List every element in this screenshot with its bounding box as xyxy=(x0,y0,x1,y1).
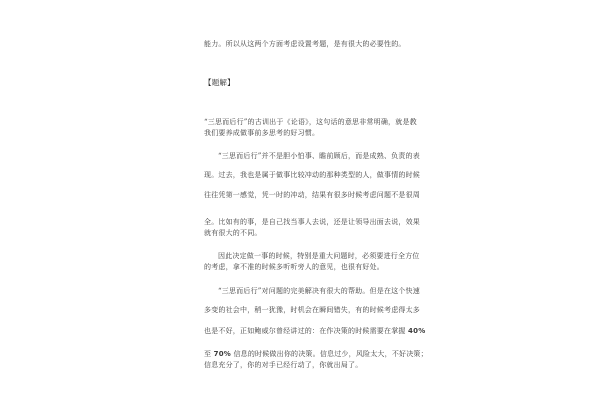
section-heading: 【题解】 xyxy=(204,78,235,87)
paragraph-2-line-3: 往往凭第一感觉，凭一时的冲动，结果有很多时候考虑问题不是很周 xyxy=(204,191,420,199)
paragraph-4-line-3 xyxy=(204,327,425,336)
paragraph-3-line-1: 因此决定做一事的时候，特别是重大问题时，必须要进行全方位 xyxy=(218,252,420,260)
paragraph-4-line-3-text: 也是不好，正如鲍威尔曾经讲过的：在作决策的时候需要在掌握 xyxy=(204,327,406,335)
paragraph-4-line-1: “三思而后行”对问题的完美解决有很大的帮助。但是在这个快速 xyxy=(218,287,420,295)
paragraph-3-line-2: 的考虑，拿不准的时候多听听旁人的意见，也很有好处。 xyxy=(204,263,384,271)
paragraph-4-line-4 xyxy=(204,350,428,359)
paragraph-1-line-2: 我们要养成做事前多思考的好习惯。 xyxy=(204,129,320,137)
forty-percent-value: 40% xyxy=(408,327,426,335)
paragraph-2-line-2: 现。过去，我也是属于做事比较冲动的那种类型的人，做事情的时候 xyxy=(204,171,420,179)
paragraph-2-line-5: 就有很大的不同。 xyxy=(204,229,262,237)
paragraph-4-line-2: 多变的社会中，稍一犹豫，时机会在瞬间错失，有的时候考虑得太多 xyxy=(204,306,420,314)
paragraph-2-line-1: “三思而后行”并不是胆小怕事、瞻前顾后，而是成熟、负责的表 xyxy=(218,152,420,160)
paragraph-4-line-5: 信息充分了，你的对手已经行动了，你就出局了。 xyxy=(204,361,363,369)
paragraph-4-line-4-text: 信息的时候做出你的决策。信息过少，风险太大，不好决策； xyxy=(233,350,428,358)
paragraph-4-line-4-prefix: 至 xyxy=(204,350,212,358)
intro-line: 能力。所以从这两个方面考虑设置考题，是有很大的必要性的。 xyxy=(204,40,406,48)
paragraph-2-line-4: 全。比如有的事，是自己找当事人去说，还是让领导出面去说，效果 xyxy=(204,218,420,226)
seventy-percent-value: 70% xyxy=(213,350,231,358)
paragraph-1-line-1: “三思而后行”的古训出于《论语》，这句话的意思非常明确，就是教 xyxy=(204,118,417,126)
